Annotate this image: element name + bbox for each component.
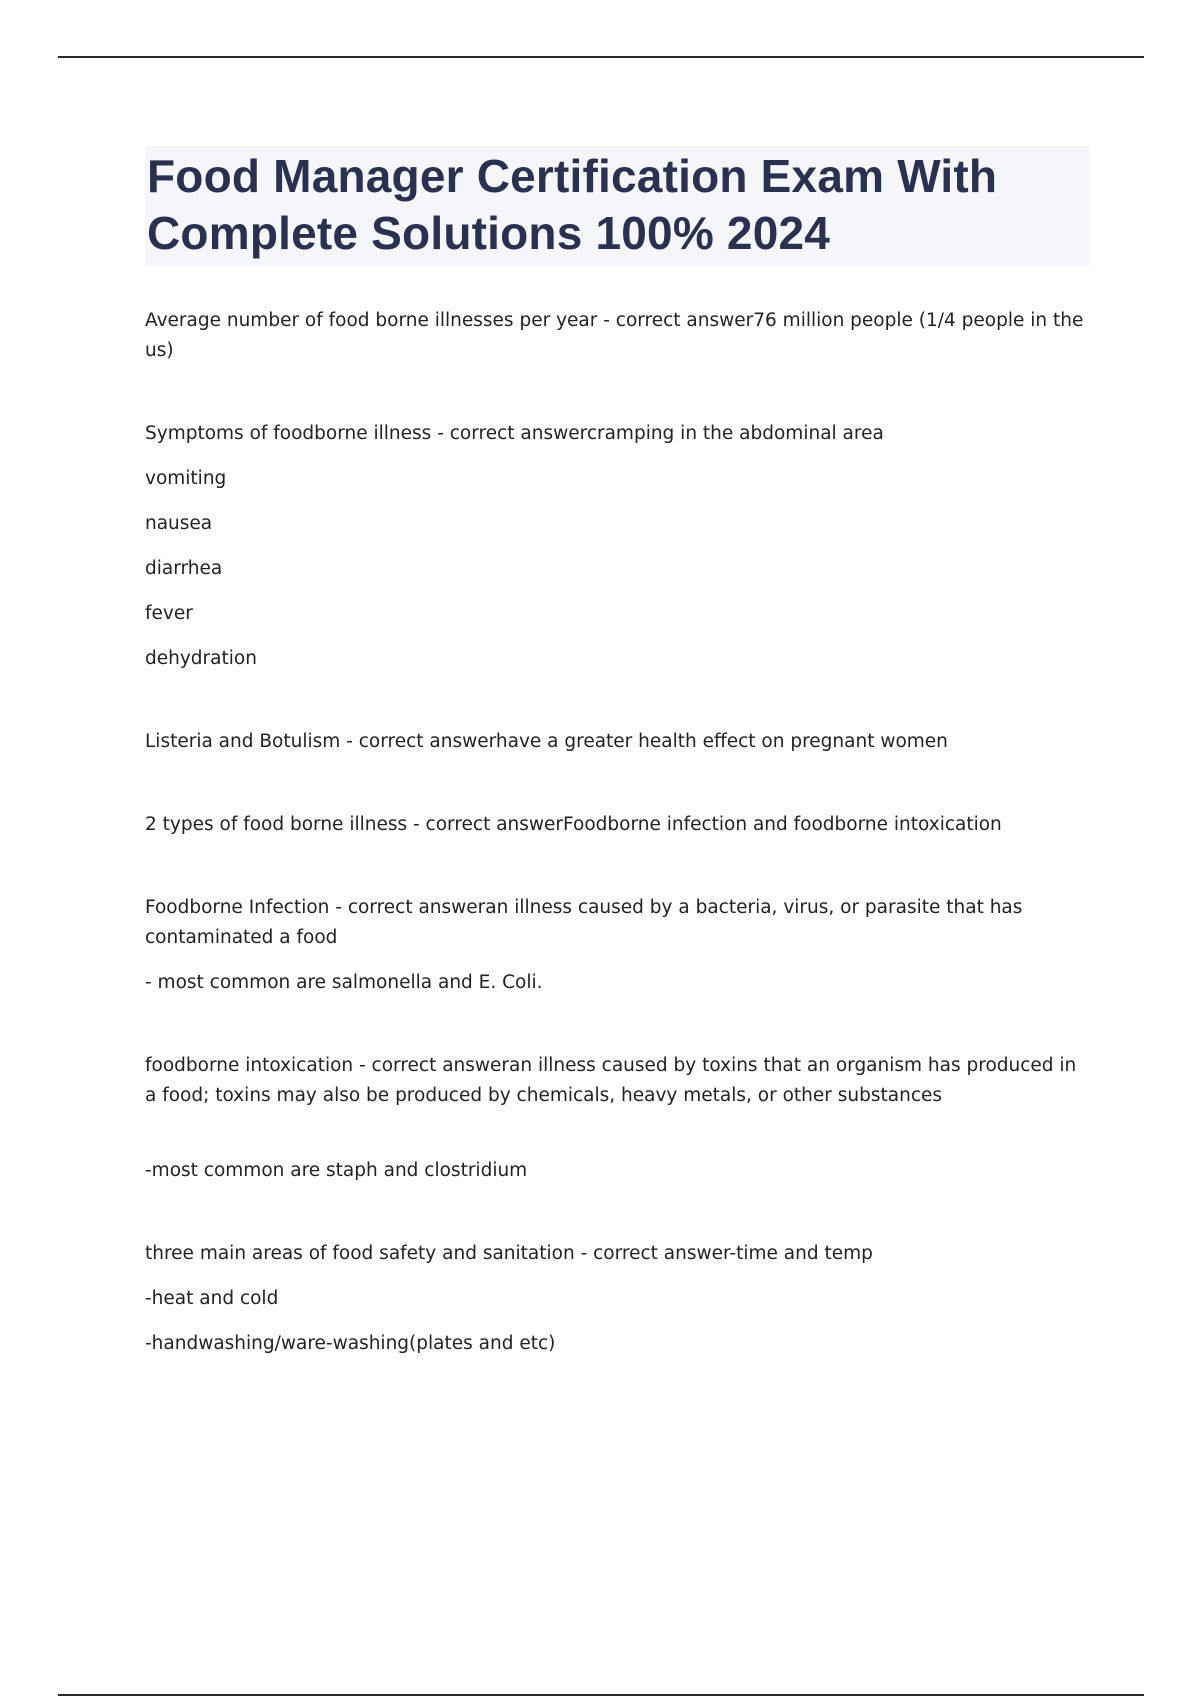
document-body — [145, 146, 1090, 1412]
qa-entry-two-types — [145, 810, 1090, 840]
entry-line: -handwashing/ware-washing(plates and etc) — [145, 1333, 556, 1354]
document-title: Food Manager Certification Exam With Complete Solutions 100% 2024 — [147, 150, 998, 259]
entry-line: Symptoms of foodborne illness - correct answercramping in the abdominal area — [145, 423, 884, 444]
qa-entry-foodborne-intoxication — [145, 1051, 1090, 1186]
blank-line — [145, 1126, 1090, 1156]
entry-line: three main areas of food safety and sanitation - correct answer-time and temp — [145, 1243, 873, 1264]
entry-line: diarrhea — [145, 558, 223, 579]
entry-line: vomiting — [145, 468, 227, 489]
entry-line: Listeria and Botulism - correct answerhave a greater health effect on pregnant women — [145, 731, 948, 752]
qa-entry-average-illnesses — [145, 306, 1090, 366]
header-rule — [58, 56, 1144, 58]
qa-entry-symptoms — [145, 419, 1090, 674]
title-block — [145, 146, 1090, 266]
entry-line: 2 types of food borne illness - correct answerFoodborne infection and foodborne intoxication — [145, 814, 1002, 835]
entry-line: Average number of food borne illnesses per year - correct answer76 million people (1/4 people in the us) — [145, 310, 1084, 361]
entry-line: foodborne intoxication - correct answeran illness caused by toxins that an organism has produced in a food; toxins may also be produced by chemicals, heavy metals, or other substances — [145, 1055, 1077, 1106]
entry-line: -heat and cold — [145, 1288, 279, 1309]
qa-entry-listeria-botulism — [145, 727, 1090, 757]
footer-rule — [58, 1694, 1144, 1696]
entry-line: nausea — [145, 513, 213, 534]
entry-line: fever — [145, 603, 193, 624]
qa-entry-food-safety-areas — [145, 1239, 1090, 1359]
qa-entry-foodborne-infection — [145, 893, 1090, 998]
entry-line: -most common are staph and clostridium — [145, 1160, 528, 1181]
entry-line: - most common are salmonella and E. Coli. — [145, 972, 543, 993]
entry-line: dehydration — [145, 648, 257, 669]
entry-line: Foodborne Infection - correct answeran illness caused by a bacteria, virus, or parasite that has contaminated a food — [145, 897, 1023, 948]
